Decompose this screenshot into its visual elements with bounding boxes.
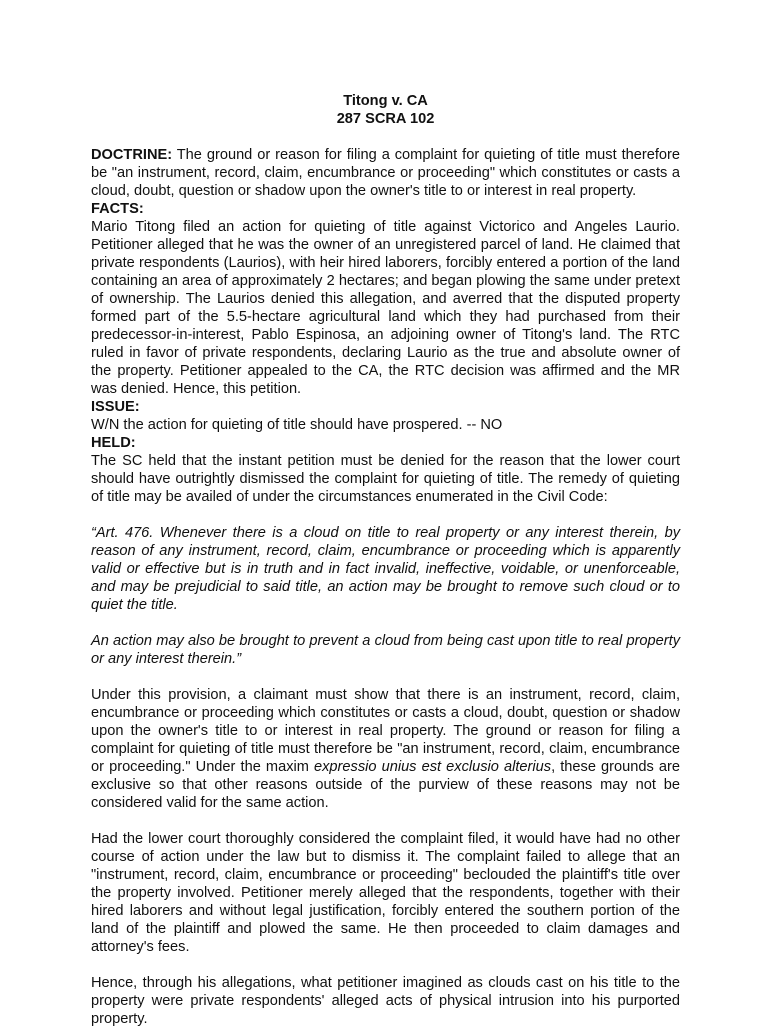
civil-code-quote-1: “Art. 476. Whenever there is a cloud on title to real property or any interest therein, by reason of any instrument, record, claim, encumbrance or proceeding which is apparently valid or effective but is in truth and in fact invalid, ineffective, voidable, or unenforceable, and may be prejudicial to said title, an action may be brought to remove such cloud or to quiet the title. — [91, 525, 680, 613]
held-paragraph-1-a: Under this provision, a claimant must show that there is an instrument, record, claim, encumbrance or proceeding which constitutes or casts a cloud, doubt, question or shadow upon the owner's title to or interest in real property. The ground or reason for filing a complaint for quieting of title must therefore be "an instrument, record, claim, encumbrance or proceeding." Under the maxim — [91, 687, 680, 775]
civil-code-quote-2: An action may also be brought to prevent a cloud from being cast upon title to real property or any interest therein.” — [91, 633, 680, 667]
held-heading: HELD: — [91, 435, 136, 451]
held-text: The SC held that the instant petition must be denied for the reason that the lower court should have outrightly dismissed the complaint for quieting of title. The remedy of quieting of title may be availed of under the circumstances enumerated in the Civil Code: — [91, 453, 680, 505]
held-paragraph-2: Had the lower court thoroughly considered the complaint filed, it would have had no other course of action under the law but to dismiss it. The complaint failed to allege that an "instrument, record, claim, encumbrance or proceeding" beclouded the plaintiff's title over the property involved. Petitioner merely alleged that the respondents, together with their hired laborers and without legal justification, forcibly entered the southern portion of the land of the plaintiff and plowed the same. He then proceeded to claim damages and attorney's fees. — [91, 831, 680, 955]
case-citation: 287 SCRA 102 — [336, 111, 435, 127]
held-paragraph-1 — [91, 686, 680, 812]
facts-text: Mario Titong filed an action for quieting of title against Victorico and Angeles Laurio. Petitioner alleged that he was the owner of an unregistered parcel of land. He claimed that private respondents (Laurios), with heir hired laborers, forcibly entered a portion of the land containing an area of approximately 2 hectares; and began plowing the same under pretext of ownership. The Laurios denied this allegation, and averred that the disputed property formed part of the 5.5-hectare agricultural land which they had purchased from their predecessor-in-interest, Pablo Espinosa, an adjoining owner of Titong's land. The RTC ruled in favor of private respondents, declaring Laurio as the true and absolute owner of the property. Petitioner appealed to the CA, the RTC decision was affirmed and the MR was denied. Hence, this petition. — [91, 219, 680, 397]
held-paragraph-1-b: , these grounds are exclusive so that other reasons outside of the purview of these reasons may not be considered valid for the same action. — [91, 759, 680, 811]
doctrine-paragraph — [91, 146, 680, 200]
doctrine-label: DOCTRINE: — [91, 147, 173, 163]
legal-maxim: expressio unius est exclusio alterius — [314, 759, 552, 775]
case-title: Titong v. CA — [343, 93, 428, 109]
facts-heading: FACTS: — [91, 201, 144, 217]
issue-heading: ISSUE: — [91, 399, 140, 415]
doctrine-text: The ground or reason for filing a complaint for quieting of title must therefore be "an instrument, record, claim, encumbrance or proceeding" which constitutes or casts a cloud, doubt, question or shadow upon the owner's title to or interest in real property. — [91, 147, 680, 199]
issue-text: W/N the action for quieting of title should have prospered. -- NO — [91, 417, 503, 433]
held-paragraph-3: Hence, through his allegations, what petitioner imagined as clouds cast on his title to the property were private respondents' alleged acts of physical intrusion into his purported property. — [91, 975, 680, 1027]
